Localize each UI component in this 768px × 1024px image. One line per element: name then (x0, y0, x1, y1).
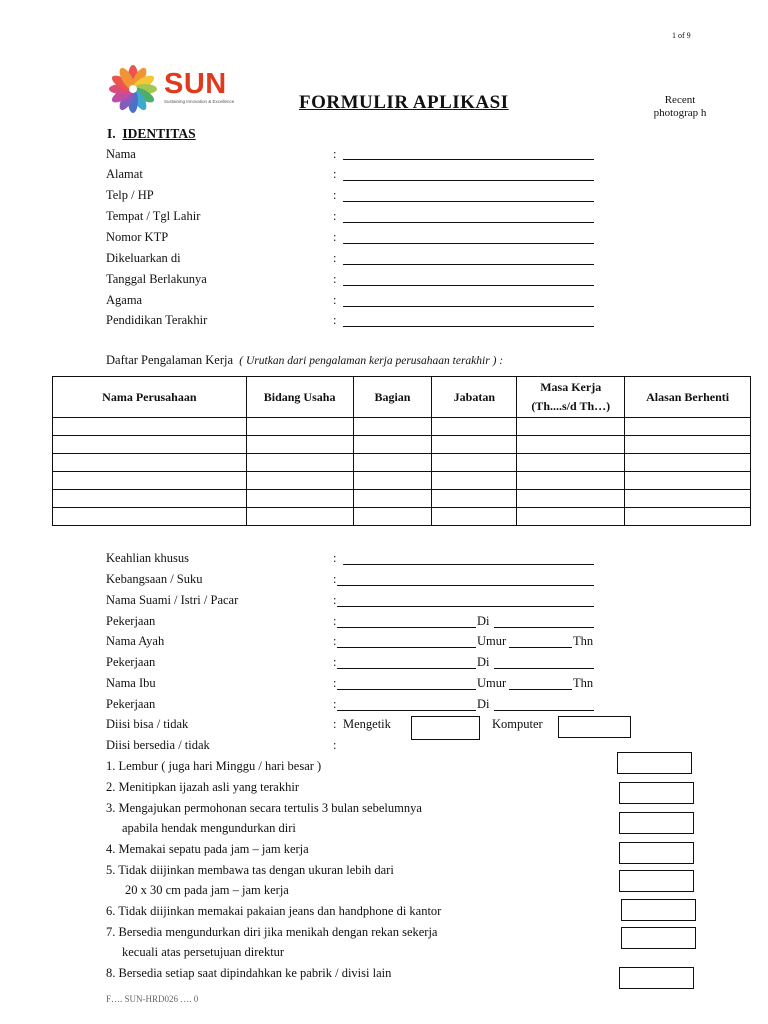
agreement-box-2[interactable] (619, 782, 694, 804)
table-cell[interactable] (517, 418, 625, 436)
agama-field[interactable] (343, 306, 594, 307)
label-umur: Umur (477, 634, 507, 648)
table-cell[interactable] (353, 418, 432, 436)
table-cell[interactable] (625, 508, 751, 526)
komputer-box[interactable] (558, 716, 631, 738)
label-umur: Umur (477, 676, 507, 690)
table-row (53, 508, 751, 526)
table-cell[interactable] (625, 472, 751, 490)
field-colon: : (333, 167, 337, 181)
table-cell[interactable] (625, 418, 751, 436)
field-colon: : (333, 147, 337, 161)
col-masa-kerja-title: Masa Kerja (540, 380, 602, 394)
nama-pasangan-field[interactable] (337, 606, 594, 607)
field-colon: : (333, 593, 337, 607)
pekerjaan-ibu-field[interactable] (337, 710, 476, 711)
agreement-item-1: 1. Lembur ( juga hari Minggu / hari besar ) (106, 759, 322, 773)
field-colon: : (333, 230, 337, 244)
agreement-item-8: 8. Bersedia setiap saat dipindahkan ke pabrik / divisi lain (106, 966, 392, 980)
work-history-intro (106, 353, 503, 368)
form-code-footer: F…. SUN-HRD026 …. 0 (106, 994, 199, 1004)
alamat-field[interactable] (343, 180, 594, 181)
col-bagian: Bagian (353, 377, 432, 418)
agreement-box-1[interactable] (617, 752, 692, 774)
label-tempat-tgl-lahir: Tempat / Tgl Lahir (106, 209, 201, 223)
label-nama-ibu: Nama Ibu (106, 676, 156, 690)
table-cell[interactable] (53, 472, 247, 490)
tempat-tgl-lahir-field[interactable] (343, 222, 594, 223)
mengetik-box[interactable] (411, 716, 480, 740)
table-cell[interactable] (53, 508, 247, 526)
table-cell[interactable] (246, 418, 353, 436)
agreement-item-2: 2. Menitipkan ijazah asli yang terakhir (106, 780, 299, 794)
label-pendidikan-terakhir: Pendidikan Terakhir (106, 313, 208, 327)
col-bidang-usaha: Bidang Usaha (246, 377, 353, 418)
table-cell[interactable] (246, 472, 353, 490)
table-cell[interactable] (53, 454, 247, 472)
agreement-item-5-cont: 20 x 30 cm pada jam – jam kerja (125, 883, 289, 897)
field-colon: : (333, 717, 337, 731)
label-thn: Thn (573, 634, 594, 648)
kebangsaan-suku-field[interactable] (337, 585, 594, 586)
logo-wordmark: SUN (164, 68, 227, 100)
table-cell[interactable] (432, 508, 517, 526)
section-title (107, 126, 196, 142)
field-colon: : (333, 293, 337, 307)
table-cell[interactable] (353, 436, 432, 454)
field-colon: : (333, 697, 337, 711)
table-header-row (53, 377, 751, 418)
label-kebangsaan-suku: Kebangsaan / Suku (106, 572, 203, 586)
table-cell[interactable] (53, 436, 247, 454)
tanggal-berlakunya-field[interactable] (343, 285, 594, 286)
table-cell[interactable] (517, 490, 625, 508)
agreement-box-8[interactable] (619, 967, 694, 989)
table-cell[interactable] (517, 508, 625, 526)
field-colon: : (333, 313, 337, 327)
table-cell[interactable] (517, 472, 625, 490)
table-cell[interactable] (246, 508, 353, 526)
agreement-item-3: 3. Mengajukan permohonan secara tertulis 3 bulan sebelumnya (106, 801, 422, 815)
table-cell[interactable] (246, 436, 353, 454)
label-dikeluarkan-di: Dikeluarkan di (106, 251, 181, 265)
label-tanggal-berlakunya: Tanggal Berlakunya (106, 272, 207, 286)
agreement-box-7[interactable] (621, 927, 696, 949)
work-history-note: ( Urutkan dari pengalaman kerja perusahaan terakhir ) : (239, 355, 504, 367)
table-cell[interactable] (432, 472, 517, 490)
table-cell[interactable] (353, 490, 432, 508)
field-colon: : (333, 551, 337, 565)
work-history-label: Daftar Pengalaman Kerja (106, 353, 234, 367)
label-di: Di (477, 614, 490, 628)
table-row (53, 490, 751, 508)
table-cell[interactable] (432, 436, 517, 454)
table-row (53, 436, 751, 454)
photo-placeholder: Recent photograp h (653, 94, 707, 119)
label-pekerjaan-ayah: Pekerjaan (106, 655, 156, 669)
table-cell[interactable] (53, 490, 247, 508)
table-cell[interactable] (432, 418, 517, 436)
pendidikan-terakhir-field[interactable] (343, 326, 594, 327)
label-di: Di (477, 655, 490, 669)
field-colon: : (333, 209, 337, 223)
label-pekerjaan-pasangan: Pekerjaan (106, 614, 156, 628)
label-nomor-ktp: Nomor KTP (106, 230, 169, 244)
field-colon: : (333, 272, 337, 286)
label-nama-pasangan: Nama Suami / Istri / Pacar (106, 593, 239, 607)
umur-ibu-field[interactable] (509, 689, 572, 690)
table-cell[interactable] (625, 454, 751, 472)
label-komputer: Komputer (492, 717, 543, 731)
pekerjaan-ibu-di-field[interactable] (494, 710, 594, 711)
label-thn: Thn (573, 676, 594, 690)
section-name: IDENTITAS (122, 126, 196, 141)
table-cell[interactable] (353, 508, 432, 526)
pekerjaan-ayah-field[interactable] (337, 668, 476, 669)
field-colon: : (333, 251, 337, 265)
col-masa-kerja (517, 377, 625, 418)
label-nama: Nama (106, 147, 136, 161)
table-cell[interactable] (432, 454, 517, 472)
page-number: 1 of 9 (672, 31, 691, 40)
field-colon: : (333, 188, 337, 202)
dikeluarkan-di-field[interactable] (343, 264, 594, 265)
table-row (53, 418, 751, 436)
table-row (53, 472, 751, 490)
agreement-box-4[interactable] (619, 842, 694, 864)
label-skills: Diisi bisa / tidak (106, 717, 189, 731)
col-alasan-berhenti: Alasan Berhenti (625, 377, 751, 418)
agreement-item-4: 4. Memakai sepatu pada jam – jam kerja (106, 842, 309, 856)
field-colon: : (333, 738, 337, 752)
agreement-item-5: 5. Tidak diijinkan membawa tas dengan ukuran lebih dari (106, 863, 394, 877)
field-colon: : (333, 572, 337, 586)
table-cell[interactable] (246, 490, 353, 508)
col-jabatan: Jabatan (432, 377, 517, 418)
field-colon: : (333, 614, 337, 628)
label-di: Di (477, 697, 490, 711)
label-agama: Agama (106, 293, 143, 307)
logo-tagline: Sustaining Innovation & Excellence (164, 99, 235, 104)
telp-field[interactable] (343, 201, 594, 202)
table-cell[interactable] (246, 454, 353, 472)
table-cell[interactable] (432, 490, 517, 508)
form-title: FORMULIR APLIKASI (299, 92, 509, 113)
agreement-item-7-cont: kecuali atas persetujuan direktur (122, 945, 285, 959)
label-agreement: Diisi bersedia / tidak (106, 738, 210, 752)
work-history-table (52, 376, 751, 526)
table-cell[interactable] (625, 436, 751, 454)
pekerjaan-ayah-di-field[interactable] (494, 668, 594, 669)
col-masa-kerja-sub: (Th....s/d Th…) (531, 399, 611, 413)
umur-ayah-field[interactable] (509, 647, 572, 648)
agreement-box-3[interactable] (619, 812, 694, 834)
nama-ayah-field[interactable] (337, 647, 476, 648)
agreement-box-5[interactable] (619, 870, 694, 892)
agreement-item-3-cont: apabila hendak mengundurkan diri (122, 821, 296, 835)
nama-ibu-field[interactable] (337, 689, 476, 690)
table-cell[interactable] (517, 454, 625, 472)
table-cell[interactable] (625, 490, 751, 508)
field-colon: : (333, 655, 337, 669)
pekerjaan-pasangan-di-field[interactable] (494, 627, 594, 628)
table-cell[interactable] (517, 436, 625, 454)
field-colon: : (333, 634, 337, 648)
label-mengetik: Mengetik (343, 717, 391, 731)
nama-field[interactable] (343, 159, 594, 160)
label-keahlian-khusus: Keahlian khusus (106, 551, 189, 565)
label-telp: Telp / HP (106, 188, 154, 202)
table-cell[interactable] (353, 454, 432, 472)
label-pekerjaan-ibu: Pekerjaan (106, 697, 156, 711)
nomor-ktp-field[interactable] (343, 243, 594, 244)
col-nama-perusahaan: Nama Perusahaan (53, 377, 247, 418)
table-cell[interactable] (53, 418, 247, 436)
field-colon: : (333, 676, 337, 690)
agreement-box-6[interactable] (621, 899, 696, 921)
table-row (53, 454, 751, 472)
pekerjaan-pasangan-field[interactable] (337, 627, 476, 628)
table-cell[interactable] (353, 472, 432, 490)
label-nama-ayah: Nama Ayah (106, 634, 165, 648)
label-alamat: Alamat (106, 167, 143, 181)
section-number: I. (107, 126, 116, 141)
agreement-item-6: 6. Tidak diijinkan memakai pakaian jeans dan handphone di kantor (106, 904, 442, 918)
keahlian-khusus-field[interactable] (343, 564, 594, 565)
agreement-item-7: 7. Bersedia mengundurkan diri jika menikah dengan rekan sekerja (106, 925, 438, 939)
